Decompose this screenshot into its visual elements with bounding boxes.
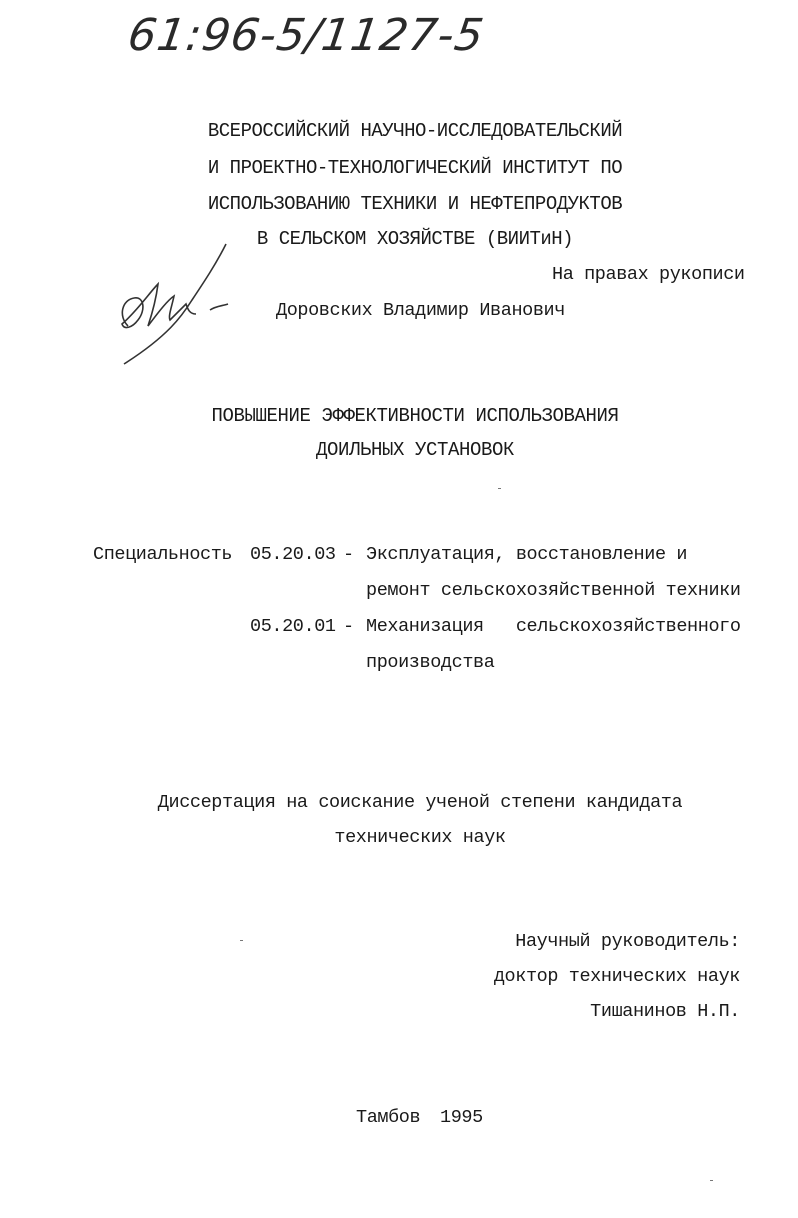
- dissertation-line-1: Диссертация на соискание ученой степени кандидата: [157, 792, 683, 813]
- title-line-2: ДОИЛЬНЫХ УСТАНОВОК: [315, 439, 515, 461]
- supervisor-name: Тишанинов Н.П.: [590, 1001, 740, 1022]
- scan-speck: [240, 940, 243, 941]
- title-line-1: ПОВЫШЕНИЕ ЭФФЕКТИВНОСТИ ИСПОЛЬЗОВАНИЯ: [211, 405, 619, 427]
- specialty-dash-2: -: [343, 616, 354, 637]
- dissertation-line-2: технических наук: [334, 827, 506, 848]
- archive-number: 61:96-5/1127-5: [124, 10, 488, 61]
- institute-line-1: ВСЕРОССИЙСКИЙ НАУЧНО-ИССЛЕДОВАТЕЛЬСКИЙ: [207, 120, 623, 142]
- specialty-dash-1: -: [343, 544, 354, 565]
- scan-speck: [710, 1180, 713, 1181]
- institute-line-4: В СЕЛЬСКОМ ХОЗЯЙСТВЕ (ВИИТиН): [256, 228, 574, 250]
- specialty-desc-1b: ремонт сельскохозяйственной техники: [366, 580, 741, 601]
- supervisor-label: Научный руководитель:: [515, 931, 740, 952]
- specialty-desc-1a: Эксплуатация, восстановление и: [366, 544, 688, 565]
- scan-speck: [498, 488, 501, 489]
- author-name: Доровских Владимир Иванович: [276, 300, 565, 321]
- institute-line-3: ИСПОЛЬЗОВАНИЮ ТЕХНИКИ И НЕФТЕПРОДУКТОВ: [207, 193, 623, 215]
- supervisor-degree: доктор технических наук: [493, 966, 740, 987]
- specialty-desc-2a: Механизация сельскохозяйственного: [366, 616, 741, 637]
- specialty-code-2: 05.20.01: [250, 616, 336, 637]
- city: Тамбов: [356, 1107, 421, 1128]
- specialty-label: Специальность: [93, 544, 233, 565]
- institute-line-2: И ПРОЕКТНО-ТЕХНОЛОГИЧЕСКИЙ ИНСТИТУТ ПО: [207, 157, 623, 179]
- specialty-code-1: 05.20.03: [250, 544, 336, 565]
- specialty-desc-2b: производства: [366, 652, 495, 673]
- manuscript-rights: На правах рукописи: [552, 264, 745, 285]
- signature-icon: [108, 240, 258, 370]
- year: 1995: [440, 1107, 483, 1128]
